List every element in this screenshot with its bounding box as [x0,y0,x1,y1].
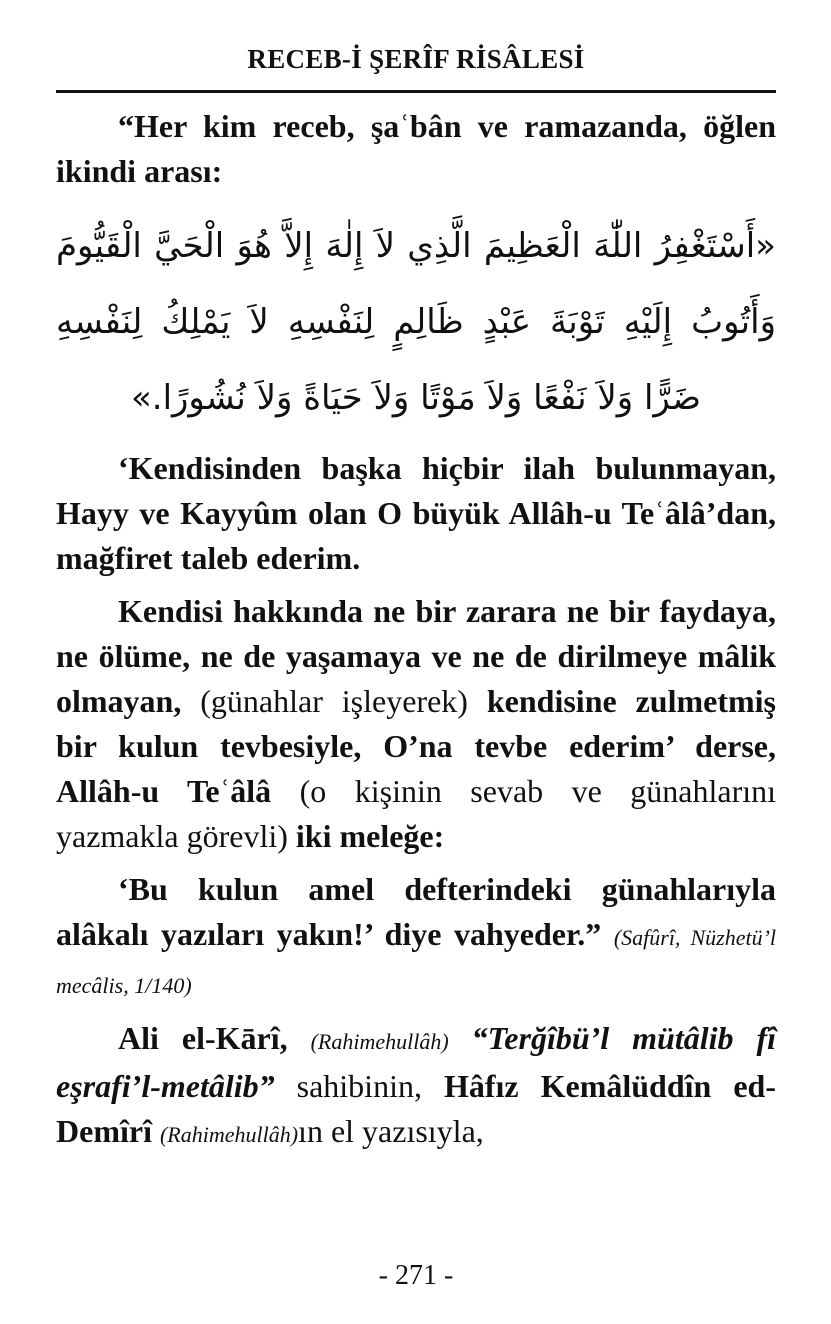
arabic-line-2: وَأَتُوبُ إِلَيْهِ تَوْبَةَ عَبْدٍ ظَالِمٍ لِنَفْسِهِ لاَ يَمْلِكُ لِنَفْسِهِ [56,302,776,342]
arabic-prayer [56,208,776,436]
page-body [56,104,776,1157]
paragraph-authors [56,1016,776,1157]
paragraph-explanation [56,589,776,859]
author-name-1: Ali el-Kārî, [118,1020,288,1056]
header-rule [56,90,776,93]
arabic-line-3: ضَرًّا وَلاَ نَفْعًا وَلاَ مَوْتًا وَلاَ حَيَاةً وَلاَ نُشُورًا.» [130,378,702,418]
explanation-bold-2: kendisine zulmetmiş bir kulun tevbesiyle, O’na tevbe ederim’ derse, Allâh-u Teʿâlâ [56,683,777,809]
paragraph-translation: ‘Kendisinden başka hiçbir ilah bulunmayan, Hayy ve Kayyûm olan O büyük Allâh-u Teʿâlâ’dan, mağfiret taleb ederim. [56,450,776,576]
source-citation: (Safûrî, Nüzhetü’l mecâlis, 1/140) [56,925,777,998]
explanation-bold-3: iki meleğe: [295,818,445,854]
explanation-bold-1: Kendisi hakkında ne bir zarara ne bir faydaya, ne ölüme, ne de yaşamaya ve ne de dirilmeye mâlik olmayan, [56,593,776,719]
explanation-regular-1: (günahlar işleyerek) [181,683,487,719]
explanation-regular-2: (o kişinin sevab ve günahlarını yazmakla görevli) [56,773,777,854]
author-name-2: Hâfız Kemâlüddîn ed-Demîrî [56,1068,776,1149]
arabic-line-1: «أَسْتَغْفِرُ اللّٰهَ الْعَظِيمَ الَّذِي لاَ إِلٰهَ إِلاَّ هُوَ الْحَيَّ الْقَيُّومَ [56,226,776,266]
page-number: - 271 - [378,1260,454,1291]
revelation-text: ‘Bu kulun amel defterindeki günahlarıyla alâkalı yazıları yakın!’ diye vahyeder.” [56,871,776,952]
authors-regular-2: ın el yazısıyla, [298,1113,484,1149]
book-title: “Terğîbü’l mütâlib fî eşrafi’l-metâlib” [56,1020,777,1104]
paragraph-intro: “Her kim receb, şaʿbân ve ramazanda, öğlen ikindi arası: [56,108,776,189]
paragraph-revelation [56,867,776,1008]
authors-regular-1: sahibinin, [274,1068,444,1104]
honorific-2: (Rahimehullâh) [159,1122,299,1147]
honorific-1: (Rahimehullâh) [310,1029,449,1054]
running-header: RECEB-İ ŞERÎF RİSÂLESİ [247,44,585,74]
